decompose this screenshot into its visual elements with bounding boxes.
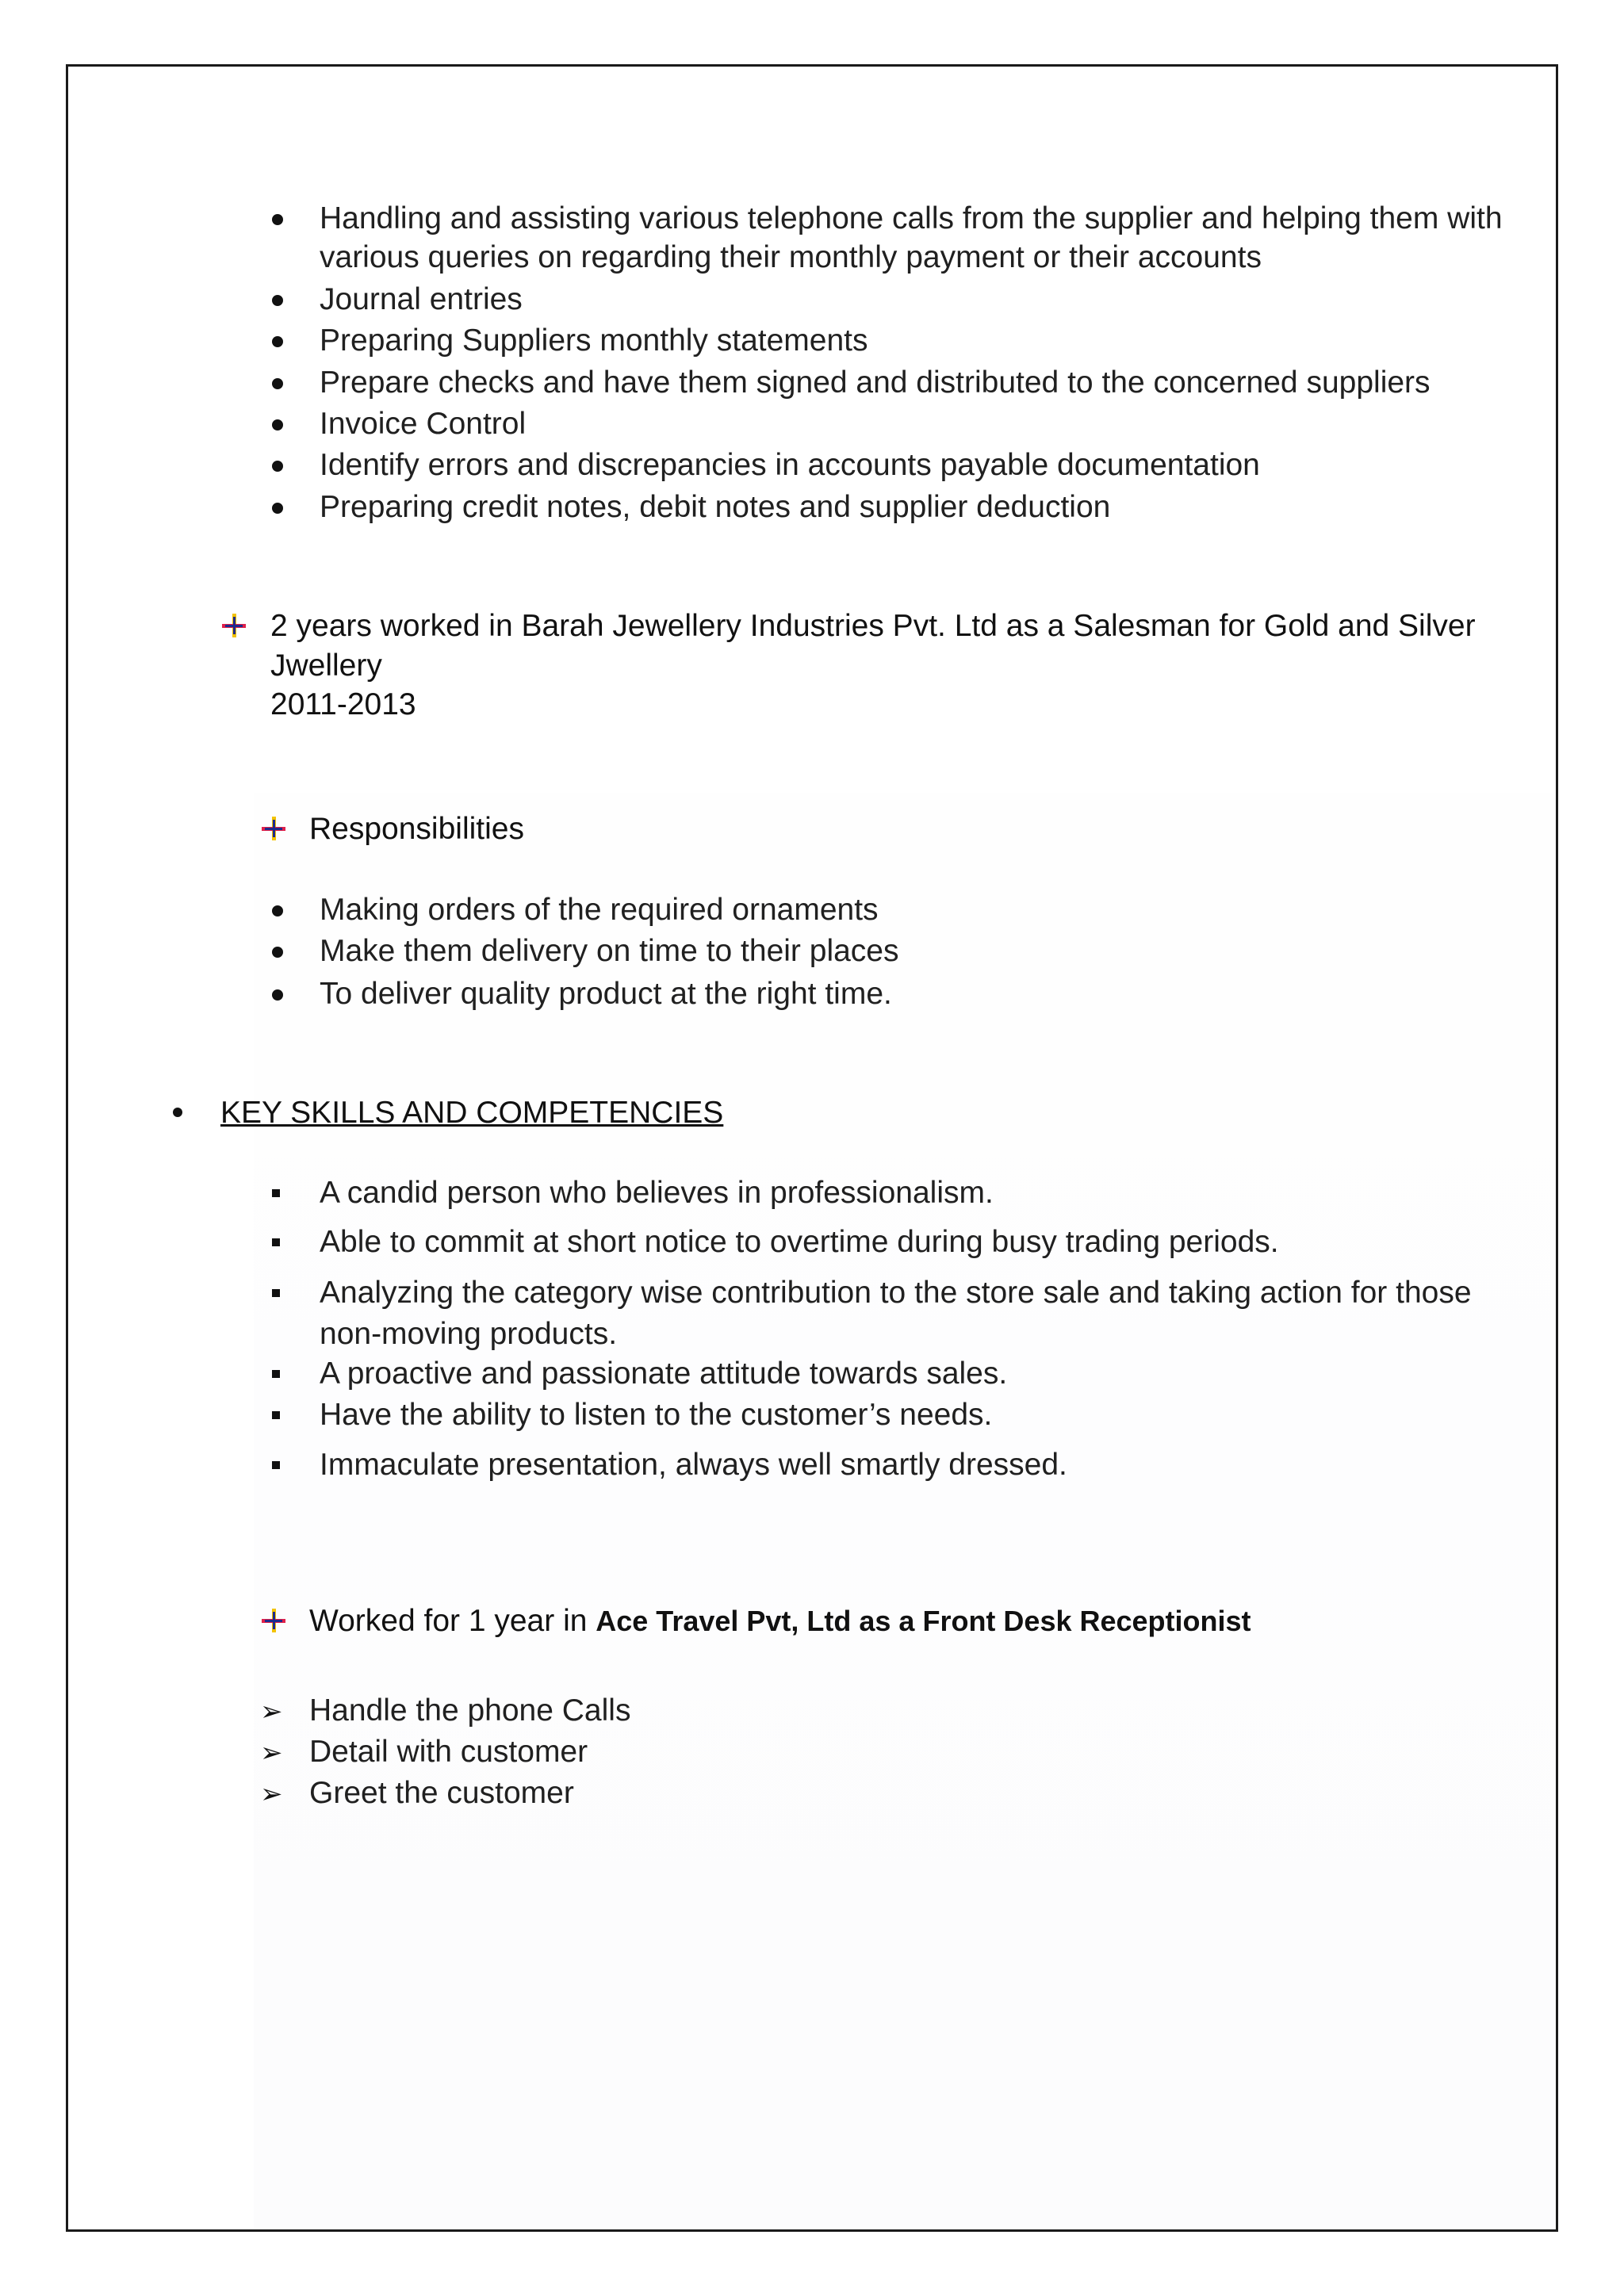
list-item: Analyzing the category wise contribution to the store sale and taking action for those [320,1276,1472,1310]
bullet-dot [272,295,283,306]
list-item: Identify errors and discrepancies in accounts payable documentation [320,448,1260,482]
list-item: Prepare checks and have them signed and distributed to the concerned suppliers [320,365,1431,400]
bullet-dot [272,503,283,514]
bullet-square [272,1370,280,1378]
list-item-continuation: non-moving products. [320,1317,618,1351]
list-item: Handling and assisting various telephone calls from the supplier and helping them with [320,201,1503,235]
plus-cross-bullet-icon [260,1607,287,1634]
job3-heading [309,1601,1251,1641]
arrow-bullet-icon: ➢ [260,1697,283,1727]
list-item: Preparing credit notes, debit notes and supplier deduction [320,490,1111,524]
bullet-square [272,1189,280,1197]
list-item: Make them delivery on time to their places [320,934,899,968]
bullet-dot [272,336,283,347]
bullet-dot [173,1108,182,1117]
bullet-dot [272,419,283,430]
list-item: Have the ability to listen to the customer’s needs. [320,1398,993,1432]
list-item: A proactive and passionate attitude towards sales. [320,1357,1008,1391]
responsibilities-label: Responsibilities [309,812,524,846]
arrow-bullet-icon: ➢ [260,1738,283,1768]
job3-prefix: Worked for 1 year in [309,1604,596,1638]
list-item: Preparing Suppliers monthly statements [320,323,868,358]
bullet-dot [272,947,283,958]
bullet-dot [272,378,283,389]
list-item: Detail with customer [309,1735,588,1769]
list-item: To deliver quality product at the right time. [320,977,892,1011]
bullet-dot [272,214,283,225]
plus-cross-bullet-icon [260,815,287,842]
job-heading-line-1: 2 years worked in Barah Jewellery Industries Pvt. Ltd as a Salesman for Gold and Silver [270,609,1476,643]
plus-cross-bullet-icon [220,612,247,639]
bullet-dot [272,905,283,916]
bullet-square [272,1238,280,1246]
bullet-dot [272,461,283,472]
list-item: Making orders of the required ornaments [320,893,879,927]
job-years: 2011-2013 [270,687,416,721]
skills-heading: KEY SKILLS AND COMPETENCIES [220,1096,724,1130]
bullet-square [272,1461,280,1469]
list-item-continuation: various queries on regarding their monthly payment or their accounts [320,240,1262,274]
arrow-bullet-icon: ➢ [260,1779,283,1809]
job3-company: Ace Travel Pvt, Ltd as a Front Desk Receptionist [596,1605,1251,1637]
list-item: Handle the phone Calls [309,1693,631,1728]
list-item: Immaculate presentation, always well smartly dressed. [320,1448,1067,1482]
bullet-dot [272,989,283,1001]
list-item: Greet the customer [309,1776,574,1810]
list-item: Able to commit at short notice to overtime during busy trading periods. [320,1225,1279,1259]
bullet-square [272,1411,280,1419]
bullet-square [272,1289,280,1297]
list-item: Journal entries [320,282,523,316]
list-item: A candid person who believes in professionalism. [320,1176,994,1210]
list-item: Invoice Control [320,407,527,441]
job-heading-line-2: Jwellery [270,649,382,683]
